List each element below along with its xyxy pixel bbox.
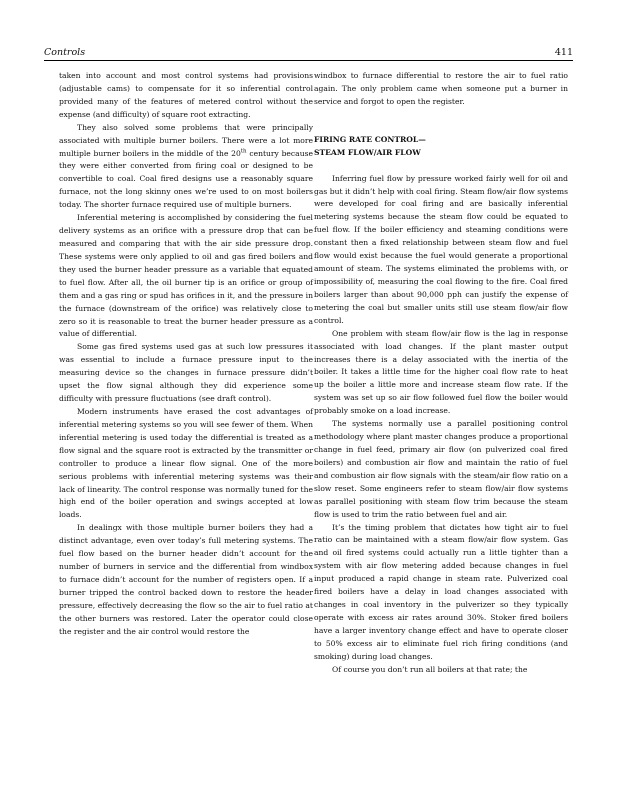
- paragraph: In dealingx with those multiple burner boilers they had a distinct advantage, even over today’s full metering systems. The fuel flow based on the burner header didn’t account for the number of burners in service and the differential from windbox to furnace didn’t account for the number of registers open. If a burner tripped the control backed down to restore the header pressure, effectively decreasing the flow so the air to fuel ratio at the other burners was restored. Later the operator could close the register and the air control would restore the: [59, 523, 313, 636]
- section-heading: [314, 134, 568, 160]
- running-header: [44, 44, 573, 61]
- paragraph: Of course you don’t run all boilers at that rate; the: [332, 664, 528, 674]
- spacer: [314, 160, 568, 173]
- paragraph: Inferring fuel flow by pressure worked fairly well for oil and gas but it didn’t help with coal firing. Steam flow/air flow systems were developed for coal firing and are basically inferential metering systems because the steam flow could be equated to fuel flow. If the boiler efficiency and steaming conditions were constant then a fixed relationship between steam flow and fuel flow would exist because the fuel would generate a proportional amount of steam. The systems eliminated the problems with, or impossibility of, measuring the coal flowing to the fire. Coal fired boilers larger than about 90,000 pph can justify the expense of metering the coal but smaller units still use steam flow/air flow control.: [314, 173, 568, 325]
- ordinal-superscript: th: [240, 148, 247, 154]
- paragraph: The systems normally use a parallel positioning control methodology where plant master changes produce a proportional change in fuel feed, primary air flow (on pulverized coal fired boilers) and combustion air flow and maintain the ratio of fuel and combustion air flow signals with the steam/air flow ratio on a slow reset. Some engineers refer to steam flow/air flow systems as parallel positioning with steam flow trim because the steam flow is used to trim the ratio between fuel and air.: [314, 419, 568, 519]
- paragraph-text: They also solved some problems that were principally associated with multiple burner boilers. There were a lot more multiple burner boilers in the middle of the 20: [59, 122, 313, 158]
- paragraph: It’s the timing problem that dictates how tight air to fuel ratio can be maintained with a steam flow/air flow system. Gas and oil fired systems could actually run a little tighter than a system with air flow metering added because changes in fuel input produced a rapid change in steam rate. Pulverized coal fired boilers have a delay in load changes associated with changes in coal inventory in the pulverizer so they typically operate with excess air rates around 30%. Stoker fired boilers have a larger inventory change effect and have to operate closer to 50% excess air to eliminate fuel rich firing conditions (and smoking) during load changes.: [314, 522, 568, 661]
- heading-line: STEAM FLOW/AIR FLOW: [314, 147, 421, 157]
- paragraph: taken into account and most control systems had provisions (adjustable cams) to compensate for it so inferential control provided many of the features of metered control without the expense (and difficulty) of square root extracting.: [59, 71, 313, 119]
- paragraph: windbox to furnace differential to restore the air to fuel ratio again. The only problem came when someone put a burner in service and forgot to open the register.: [314, 71, 568, 106]
- paragraph: Modern instruments have erased the cost advantages of inferential metering systems so you will see fewer of them. When inferential metering is used today the differential is treated as a flow signal and the square root is extracted by the transmitter or controller to produce a linear flow signal. One of the more serious problems with inferential metering systems was their lack of linearity. The control response was normally tuned for the high end of the boiler operation and swings accepted at low loads.: [59, 406, 313, 520]
- paragraph-text: century because they were either converted from firing coal or designed to be convertible to coal. Coal fired designs use a reasonably square furnace, not the long skinny ones we’re used to on most boilers today. The shorter furnace required use of multiple burners.: [59, 148, 313, 210]
- paragraph: One problem with steam flow/air flow is the lag in response associated with load changes. If the plant master output increases there is a delay associated with the inertia of the boiler. It takes a little time for the higher coal flow rate to heat up the boiler a little more and increase steam flow rate. If the system was set up so air flow followed fuel flow the boiler would probably smoke on a load increase.: [314, 328, 568, 416]
- left-column: [59, 70, 313, 639]
- page-number: 411: [554, 47, 573, 58]
- paragraph: [59, 122, 313, 212]
- heading-line: FIRING RATE CONTROL—: [314, 134, 426, 144]
- spacer: [314, 109, 568, 134]
- right-column: [314, 70, 568, 677]
- paragraph: Inferential metering is accomplished by considering the fuel delivery systems as an orifice with a pressure drop that can be measured and comparing that with the air side pressure drop. These systems were only applied to oil and gas fired boilers and they used the burner header pressure as a variable that equated to fuel flow. After all, the oil burner tip is an orifice or group of them and a gas ring or spud has orifices in it, and the pressure in the furnace (downstream of the orifice) was relatively close to zero so it is reasonable to treat the burner header pressure as a value of differential.: [59, 213, 313, 339]
- paragraph: Some gas fired systems used gas at such low pressures it was essential to include a furnace pressure input to the measuring device so the changes in furnace pressure didn’t upset the flow signal although they did experience some difficulty with pressure fluctuations (see draft control).: [59, 342, 313, 404]
- section-title: Controls: [44, 47, 86, 58]
